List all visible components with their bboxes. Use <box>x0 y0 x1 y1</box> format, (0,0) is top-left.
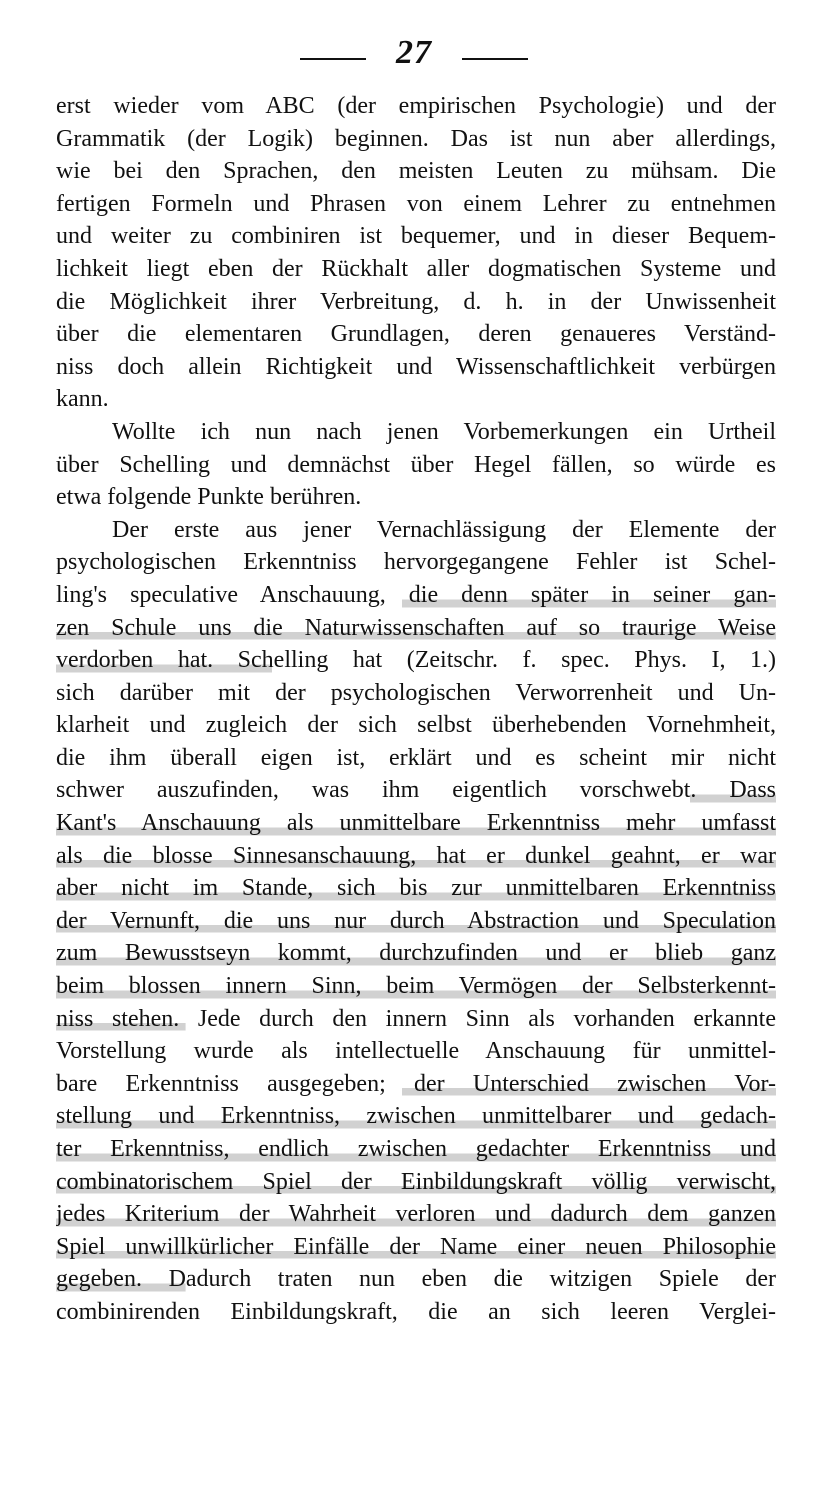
page-header <box>0 30 830 80</box>
text-line: klarheit und zugleich der sich selbst überhebenden Vornehmheit, <box>56 712 776 739</box>
text-line: Kant's Anschauung als unmittelbare Erkenntniss mehr umfasst <box>56 807 776 840</box>
text-line: ter Erkenntniss, endlich zwischen gedachter Erkenntniss und <box>56 1133 776 1166</box>
text-line: über die elementaren Grundlagen, deren genaueres Verständ- <box>56 321 776 348</box>
body-text <box>56 90 776 1329</box>
text-line: kann. <box>56 386 109 413</box>
text-line: combinatorischem Spiel der Einbildungskraft völlig verwischt, <box>56 1166 776 1199</box>
text-line: Wollte ich nun nach jenen Vorbemerkungen ein Urtheil <box>112 418 776 445</box>
text-line: zen Schule uns die Naturwissenschaften auf so traurige Weise <box>56 612 776 645</box>
text-line: etwa folgende Punkte berühren. <box>56 484 362 511</box>
text-line: ling's speculative Anschauung, die denn später in seiner gan- <box>56 579 776 612</box>
text-line: gegeben. Dadurch traten nun eben die witzigen Spiele der <box>56 1263 776 1296</box>
paragraph-2 <box>56 416 776 514</box>
text-line: Vorstellung wurde als intellectuelle Anschauung für unmittel- <box>56 1038 776 1065</box>
text-line: bare Erkenntniss ausgegeben; der Unterschied zwischen Vor- <box>56 1068 776 1101</box>
text-line: niss stehen. Jede durch den innern Sinn als vorhanden erkannte <box>56 1003 776 1036</box>
text-line: psychologischen Erkenntniss hervorgegangene Fehler ist Schel- <box>56 549 776 576</box>
header-rule-right <box>462 58 528 60</box>
text-line: sich darüber mit der psychologischen Verworrenheit und Un- <box>56 679 776 706</box>
text-line: fertigen Formeln und Phrasen von einem Lehrer zu entnehmen <box>56 190 776 217</box>
text-line: beim blossen innern Sinn, beim Vermögen der Selbsterkennt- <box>56 970 776 1003</box>
text-line: verdorben hat. Schelling hat (Zeitschr. f. spec. Phys. I, 1.) <box>56 644 776 677</box>
text-line: die ihm überall eigen ist, erklärt und es scheint mir nicht <box>56 744 776 771</box>
text-line: wie bei den Sprachen, den meisten Leuten zu mühsam. Die <box>56 158 776 185</box>
text-line: erst wieder vom ABC (der empirischen Psychologie) und der <box>56 93 776 119</box>
text-line: jedes Kriterium der Wahrheit verloren und dadurch dem ganzen <box>56 1198 776 1231</box>
paragraph-1 <box>56 90 776 416</box>
text-line: Spiel unwillkürlicher Einfälle der Name einer neuen Philosophie <box>56 1231 776 1264</box>
text-line: zum Bewusstseyn kommt, durchzufinden und er blieb ganz <box>56 937 776 970</box>
text-line: aber nicht im Stande, sich bis zur unmittelbaren Erkenntniss <box>56 872 776 905</box>
text-line: die Möglichkeit ihrer Verbreitung, d. h. in der Unwissenheit <box>56 288 776 315</box>
text-line: über Schelling und demnächst über Hegel fällen, so würde es <box>56 451 776 478</box>
text-line: schwer auszufinden, was ihm eigentlich vorschwebt. Dass <box>56 774 776 807</box>
text-line: der Vernunft, die uns nur durch Abstraction und Speculation <box>56 905 776 938</box>
text-line: als die blosse Sinnesanschauung, hat er dunkel geahnt, er war <box>56 840 776 873</box>
page-number: 27 <box>396 34 432 71</box>
paragraph-3 <box>56 514 776 1329</box>
text-line: stellung und Erkenntniss, zwischen unmittelbarer und gedach- <box>56 1100 776 1133</box>
text-line: lichkeit liegt eben der Rückhalt aller dogmatischen Systeme und <box>56 255 776 282</box>
text-line: Grammatik (der Logik) beginnen. Das ist nun aber allerdings, <box>56 125 776 152</box>
text-line: niss doch allein Richtigkeit und Wissenschaftlichkeit verbürgen <box>56 353 776 380</box>
header-rule-left <box>300 58 366 60</box>
text-line: und weiter zu combiniren ist bequemer, und in dieser Bequem- <box>56 223 776 250</box>
text-line: combinirenden Einbildungskraft, die an sich leeren Verglei- <box>56 1298 776 1325</box>
text-line: Der erste aus jener Vernachlässigung der Elemente der <box>112 516 776 543</box>
